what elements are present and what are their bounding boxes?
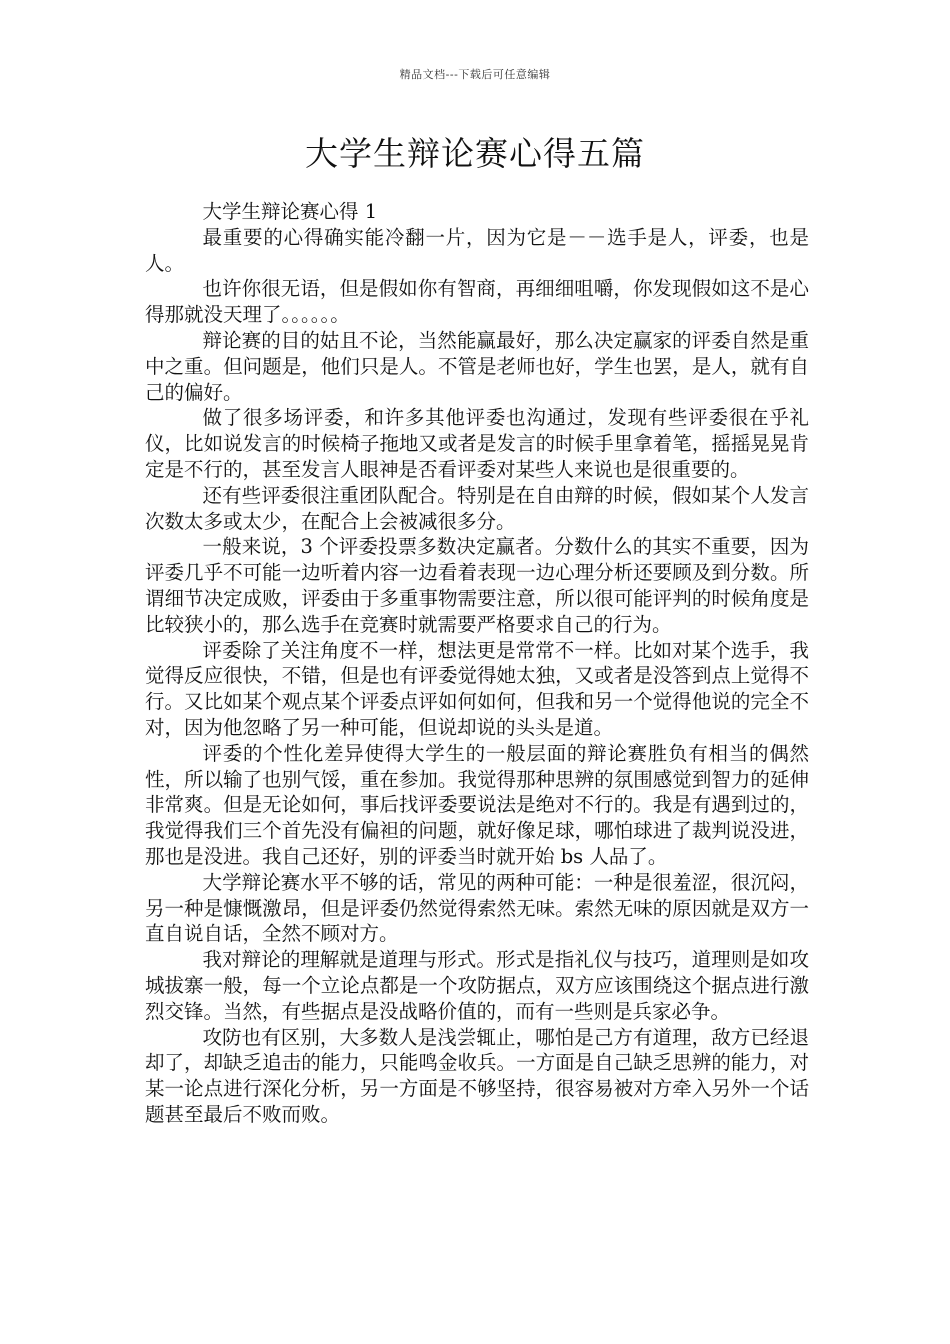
body-paragraph: 评委除了关注角度不一样，想法更是常常不一样。比如对某个选手，我觉得反应很快，不错，但是也有评委觉得她太独，又或者是没答到点上觉得不行。又比如某个观点某个评委点评如何如何，但我和另一个觉得他说的完全不对，因为他忽略了另一种可能，但说却说的头头是道。 xyxy=(145,638,809,739)
body-paragraph: 我对辩论的理解就是道理与形式。形式是指礼仪与技巧，道理则是如攻城拔寨一般，每一个立论点都是一个攻防据点，双方应该围绕这个据点进行激烈交锋。当然，有些据点是没战略价值的，而有一些则是兵家必争。 xyxy=(145,948,809,1023)
body-paragraph: 攻防也有区别，大多数人是浅尝辄止，哪怕是己方有道理，敌方已经退却了，却缺乏追击的能力，只能鸣金收兵。一方面是自己缺乏思辨的能力，对某一论点进行深化分析，另一方面是不够坚持，很容易被对方牵入另外一个话题甚至最后不败而败。 xyxy=(145,1025,809,1126)
body-paragraph: 做了很多场评委，和许多其他评委也沟通过，发现有些评委很在乎礼仪，比如说发言的时候椅子拖地又或者是发言的时候手里拿着笔，摇摇晃晃肯定是不行的，甚至发言人眼神是否看评委对某些人来说也是很重要的。 xyxy=(145,406,809,481)
body-paragraph: 也许你很无语，但是假如你有智商，再细细咀嚼，你发现假如这不是心得那就没天理了。。。。。。 xyxy=(145,277,809,327)
body-paragraph: 辩论赛的目的姑且不论，当然能赢最好，那么决定赢家的评委自然是重中之重。但问题是，他们只是人。不管是老师也好，学生也罢，是人，就有自己的偏好。 xyxy=(145,328,809,404)
document-body xyxy=(145,199,809,1128)
section-subtitle: 大学生辩论赛心得 1 xyxy=(202,200,378,223)
document-header-note: 精品文档---下载后可任意编辑 xyxy=(399,68,551,81)
document-title: 大学生辩论赛心得五篇 xyxy=(305,134,645,173)
body-paragraph: 评委的个性化差异使得大学生的一般层面的辩论赛胜负有相当的偶然性，所以输了也别气馁，重在参加。我觉得那种思辨的氛围感觉到智力的延伸非常爽。但是无论如何，事后找评委要说法是绝对不行的。我是有遇到过的，我觉得我们三个首先没有偏袒的问题，就好像足球，哪怕球进了裁判说没进，那也是没进。我自己还好，别的评委当时就开始 bs 人品了。 xyxy=(145,741,809,868)
body-paragraph: 还有些评委很注重团队配合。特别是在自由辩的时候，假如某个人发言次数太多或太少，在配合上会被减很多分。 xyxy=(145,483,809,533)
body-paragraph: 最重要的心得确实能冷翻一片，因为它是－－选手是人，评委，也是人。 xyxy=(145,225,809,275)
body-paragraph: 大学辩论赛水平不够的话，常见的两种可能：一种是很羞涩，很沉闷，另一种是慷慨激昂，但是评委仍然觉得索然无味。索然无味的原因就是双方一直自说自话，全然不顾对方。 xyxy=(145,870,809,946)
body-paragraph: 一般来说，3 个评委投票多数决定赢者。分数什么的其实不重要，因为评委几乎不可能一边听着内容一边看着表现一边心理分析还要顾及到分数。所谓细节决定成败，评委由于多重事物需要注意，所以很可能评判的时候角度是比较狭小的，那么选手在竞赛时就需要严格要求自己的行为。 xyxy=(145,535,809,636)
